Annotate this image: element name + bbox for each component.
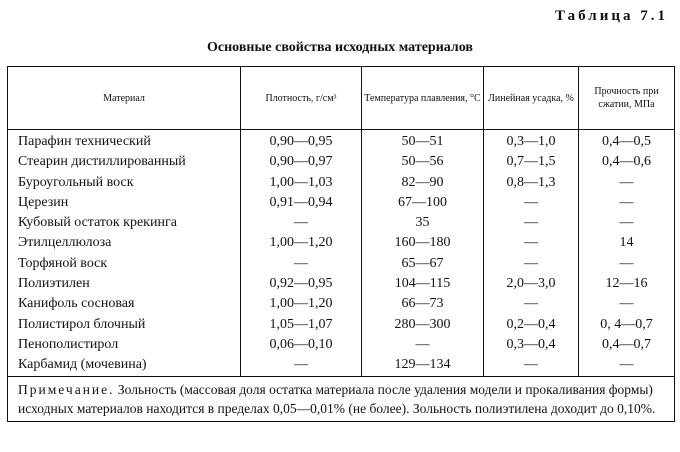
cell-melting: 104—115 xyxy=(362,274,484,294)
cell-strength: — xyxy=(579,294,675,314)
cell-strength: 0, 4—0,7 xyxy=(579,315,675,335)
header-row xyxy=(8,67,675,130)
cell-material: Пенополистирол xyxy=(8,335,241,355)
cell-material: Стеарин дистиллированный xyxy=(8,152,241,172)
table-row xyxy=(8,254,675,274)
cell-density: 0,90—0,97 xyxy=(241,152,362,172)
table-row xyxy=(8,233,675,253)
cell-density: 1,00—1,03 xyxy=(241,173,362,193)
cell-strength: — xyxy=(579,355,675,376)
cell-density: 1,00—1,20 xyxy=(241,294,362,314)
cell-shrinkage: 2,0—3,0 xyxy=(484,274,579,294)
cell-melting: 35 xyxy=(362,213,484,233)
cell-material: Полиэтилен xyxy=(8,274,241,294)
cell-material: Церезин xyxy=(8,193,241,213)
cell-melting: 67—100 xyxy=(362,193,484,213)
cell-density: 0,06—0,10 xyxy=(241,335,362,355)
cell-density: — xyxy=(241,355,362,376)
cell-strength: 14 xyxy=(579,233,675,253)
note-row xyxy=(8,376,675,421)
table-number: Таблица 7.1 xyxy=(555,8,668,24)
cell-strength: 0,4—0,7 xyxy=(579,335,675,355)
cell-material: Полистирол блочный xyxy=(8,315,241,335)
cell-strength: — xyxy=(579,193,675,213)
cell-strength: 0,4—0,6 xyxy=(579,152,675,172)
header-strength: Прочность при сжатии, МПа xyxy=(579,67,675,130)
cell-strength: — xyxy=(579,213,675,233)
header-material: Материал xyxy=(8,67,241,130)
cell-density: 0,90—0,95 xyxy=(241,130,362,153)
table-row xyxy=(8,315,675,335)
cell-shrinkage: — xyxy=(484,193,579,213)
cell-melting: 66—73 xyxy=(362,294,484,314)
cell-shrinkage: 0,3—1,0 xyxy=(484,130,579,153)
note-text: Зольность (массовая доля остатка материала после удаления модели и прокаливания формы) исходных материалов находится в пределах 0,05—0,01% (не более). Зольность полиэтилена доходит до 0,10%. xyxy=(18,381,656,416)
table-row xyxy=(8,152,675,172)
table-row xyxy=(8,335,675,355)
header-melting: Температура плавления, °С xyxy=(362,67,484,130)
cell-material: Торфяной воск xyxy=(8,254,241,274)
cell-shrinkage: — xyxy=(484,254,579,274)
cell-shrinkage: 0,3—0,4 xyxy=(484,335,579,355)
cell-melting: 50—56 xyxy=(362,152,484,172)
cell-melting: 65—67 xyxy=(362,254,484,274)
cell-material: Канифоль сосновая xyxy=(8,294,241,314)
cell-density: 0,92—0,95 xyxy=(241,274,362,294)
cell-material: Кубовый остаток крекинга xyxy=(8,213,241,233)
table-row xyxy=(8,294,675,314)
table-row xyxy=(8,193,675,213)
cell-material: Парафин технический xyxy=(8,130,241,153)
cell-strength: — xyxy=(579,254,675,274)
table-row xyxy=(8,274,675,294)
cell-shrinkage: 0,8—1,3 xyxy=(484,173,579,193)
table-row xyxy=(8,173,675,193)
cell-density: — xyxy=(241,213,362,233)
note-cell xyxy=(8,376,675,421)
cell-density: 0,91—0,94 xyxy=(241,193,362,213)
cell-shrinkage: 0,2—0,4 xyxy=(484,315,579,335)
cell-melting: 129—134 xyxy=(362,355,484,376)
cell-density: 1,05—1,07 xyxy=(241,315,362,335)
header-density: Плотность, г/см³ xyxy=(241,67,362,130)
header-shrinkage: Линейная усадка, % xyxy=(484,67,579,130)
cell-strength: 12—16 xyxy=(579,274,675,294)
cell-material: Карбамид (мочевина) xyxy=(8,355,241,376)
cell-melting: 50—51 xyxy=(362,130,484,153)
cell-melting: 280—300 xyxy=(362,315,484,335)
cell-shrinkage: — xyxy=(484,294,579,314)
cell-melting: — xyxy=(362,335,484,355)
properties-table xyxy=(7,66,675,422)
table-row xyxy=(8,213,675,233)
cell-density: 1,00—1,20 xyxy=(241,233,362,253)
table-row xyxy=(8,355,675,376)
cell-density: — xyxy=(241,254,362,274)
cell-material: Буроугольный воск xyxy=(8,173,241,193)
table-title: Основные свойства исходных материалов xyxy=(207,40,473,55)
cell-strength: 0,4—0,5 xyxy=(579,130,675,153)
cell-shrinkage: 0,7—1,5 xyxy=(484,152,579,172)
cell-strength: — xyxy=(579,173,675,193)
cell-shrinkage: — xyxy=(484,355,579,376)
table-row xyxy=(8,130,675,153)
cell-material: Этилцеллюлоза xyxy=(8,233,241,253)
cell-melting: 82—90 xyxy=(362,173,484,193)
cell-shrinkage: — xyxy=(484,213,579,233)
note-label: Примечание. xyxy=(18,381,115,397)
cell-melting: 160—180 xyxy=(362,233,484,253)
cell-shrinkage: — xyxy=(484,233,579,253)
